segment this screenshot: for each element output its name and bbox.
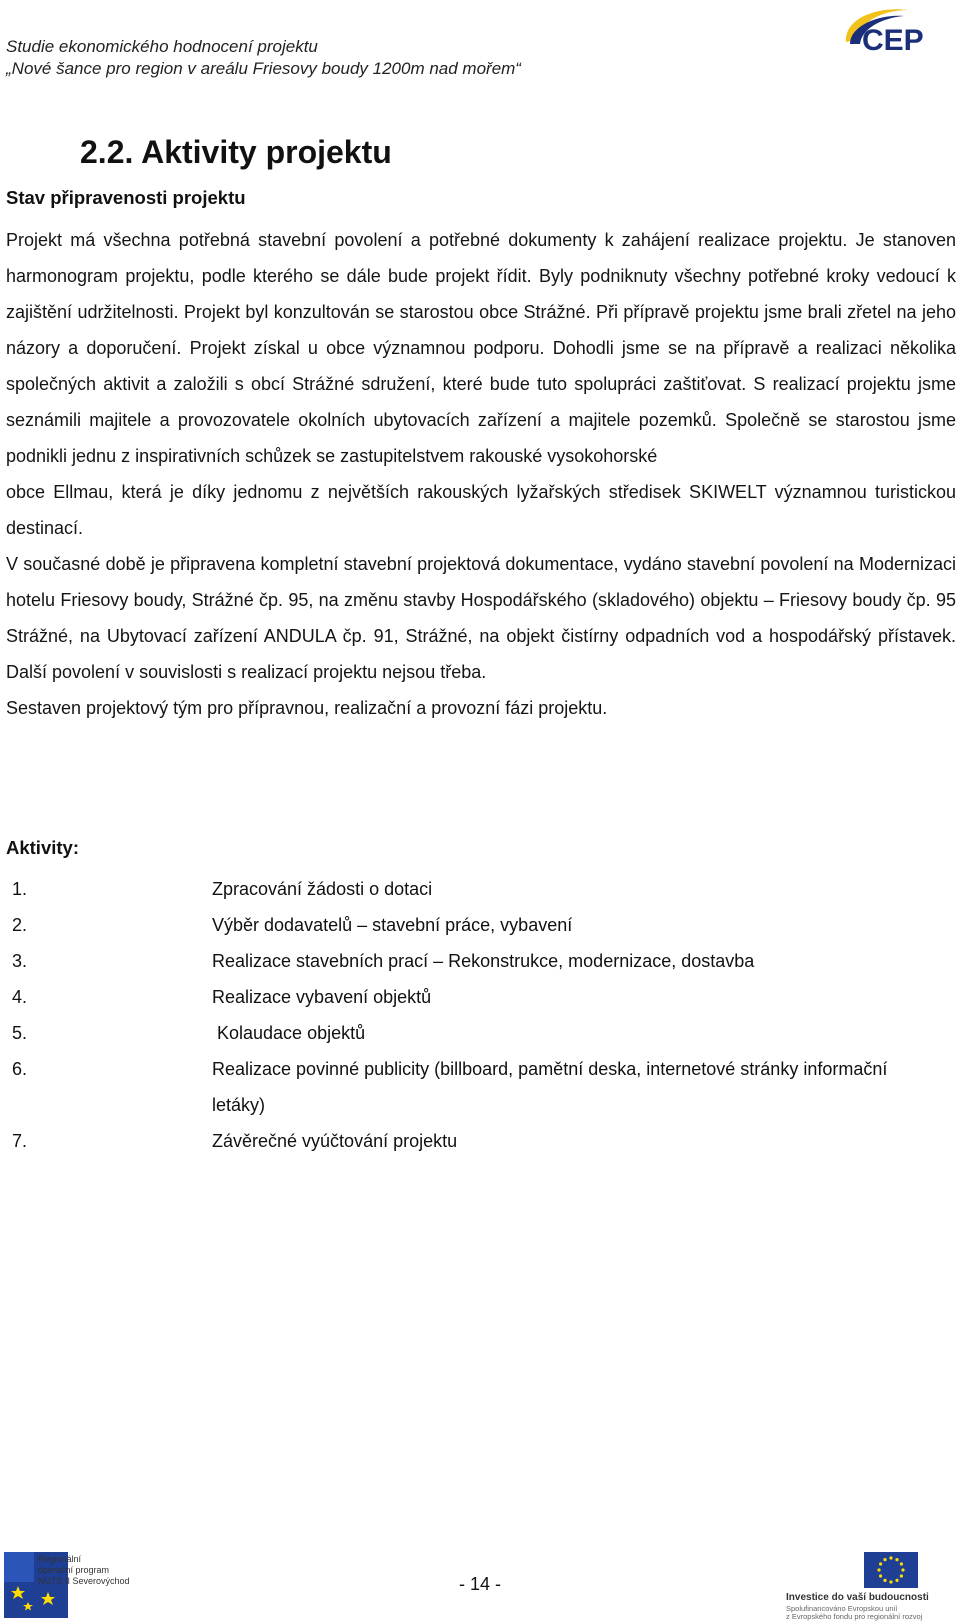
eu-logo <box>776 1552 956 1620</box>
list-item-text: Kolaudace objektů <box>212 1023 366 1043</box>
list-item-number: 2. <box>12 915 28 935</box>
rop-line: NUTS II Severovýchod <box>38 1576 130 1586</box>
list-item-number: 3. <box>12 951 28 971</box>
list-item-text: Závěrečné vyúčtování projektu <box>212 1131 458 1151</box>
logo-text: CEP <box>862 24 924 57</box>
list-item-text: Zpracování žádosti o dotaci <box>212 879 433 899</box>
list-item <box>0 1123 960 1159</box>
list-item <box>0 979 960 1015</box>
list-item-number: 6. <box>12 1059 28 1079</box>
eu-subtext-line: Spolufinancováno Evropskou unií <box>786 1604 898 1613</box>
rop-line: operační program <box>38 1565 110 1575</box>
list-item <box>0 1051 960 1123</box>
eu-flag-icon <box>864 1552 918 1588</box>
list-item-text: Výběr dodavatelů – stavební práce, vybavení <box>212 915 573 935</box>
document-header <box>6 36 521 80</box>
list-item-number: 4. <box>12 987 28 1007</box>
activities-heading: Aktivity: <box>6 837 79 858</box>
list-item-number: 1. <box>12 879 28 899</box>
paragraph: V současné době je připravena kompletní stavební projektová dokumentace, vydáno stavební povolení na Modernizaci hotelu Friesovy boudy, Strážné čp. 95, na změnu stavby Hospodářského (skladového) objektu – Friesovy boudy čp. 95 Strážné, na Ubytovací zařízení ANDULA čp. 91, Strážné, na objekt čistírny odpadních vod a hospodářský přístavek. Další povolení v souvislosti s realizací projektu nejsou třeba. <box>6 554 956 682</box>
paragraph: Sestaven projektový tým pro přípravnou, realizační a provozní fázi projektu. <box>6 698 608 718</box>
list-item <box>0 1015 960 1051</box>
eu-subtext-line: z Evropského fondu pro regionální rozvoj <box>786 1612 923 1621</box>
list-item-number: 5. <box>12 1023 28 1043</box>
activity-list <box>0 871 960 1159</box>
page-number: - 14 - <box>458 1574 501 1594</box>
section-heading: 2.2. Aktivity projektu <box>80 134 392 170</box>
list-item <box>0 943 960 979</box>
eu-subtext <box>786 1605 922 1621</box>
list-item-text: Realizace vybavení objektů <box>212 987 432 1007</box>
section-subheading: Stav připravenosti projektu <box>6 187 246 208</box>
list-item-text: Realizace povinné publicity (billboard, pamětní deska, internetové stránky informační letáky) <box>212 1059 888 1115</box>
list-item <box>0 907 960 943</box>
cep-logo <box>838 4 956 68</box>
list-item-number: 7. <box>12 1131 28 1151</box>
rop-line: Regionální <box>38 1554 82 1564</box>
header-line-1: Studie ekonomického hodnocení projektu <box>6 37 318 56</box>
list-item-text: Realizace stavebních prací – Rekonstrukce, modernizace, dostavba <box>212 951 755 971</box>
body-text <box>6 222 956 726</box>
header-line-2: „Nové šance pro region v areálu Friesovy boudy 1200m nad mořem“ <box>6 59 521 78</box>
eu-slogan: Investice do vaší budoucnosti <box>786 1592 929 1603</box>
paragraph: obce Ellmau, která je díky jednomu z největších rakouských lyžařských středisek SKIWELT významnou turistickou destinací. <box>6 482 956 538</box>
list-item <box>0 871 960 907</box>
paragraph: Projekt má všechna potřebná stavební povolení a potřebné dokumenty k zahájení realizace projektu. Je stanoven harmonogram projektu, podle kterého se dále bude projekt řídit. Byly podniknuty všechny potřebné kroky vedoucí k zajištění udržitelnosti. Projekt byl konzultován se starostou obce Strážné. Při přípravě projektu jsme brali zřetel na jeho názory a doporučení. Projekt získal u obce významnou podporu. Dohodli jsme se na přípravě a realizaci několika společných aktivit a založili s obcí Strážné sdružení, které bude tuto spolupráci zaštiťovat. S realizací projektu jsme seznámili majitele a provozovatele okolních ubytovacích zařízení a majitele pozemků. Společně se starostou jsme podnikli jednu z inspirativních schůzek se zastupitelstvem rakouské vysokohorské <box>6 230 956 466</box>
